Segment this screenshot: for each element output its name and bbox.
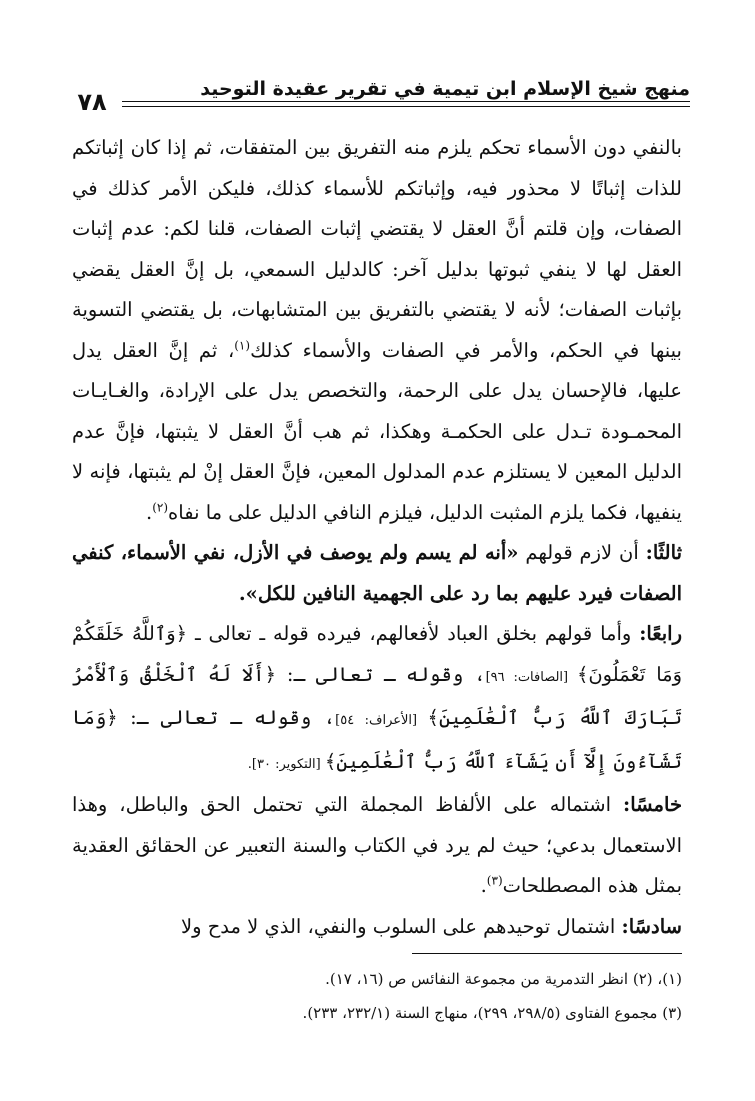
- ayah-3: ﴿وَمَا تَشَآءُونَ إِلَّآ أَن يَشَآءَ ٱللَّهُ رَبُّ ٱلْعَٰلَمِينَ﴾: [72, 706, 682, 773]
- label-fourth: رابعًا:: [639, 622, 682, 645]
- paragraph-fifth-text: اشتماله على الألفاظ المجملة التي تحتمل الحق والباطل، وهذا الاستعمال بدعي؛ حيث لم يرد في الكتاب والسنة التعبير عن الحقائق العقدية بمثل هذه المصطلحات: [72, 793, 682, 897]
- paragraph-third: [72, 533, 682, 614]
- footnote-ref-3: (٣): [486, 873, 503, 888]
- ayah-2: ﴿أَلَا لَهُ ٱلْخَلْقُ وَٱلْأَمْرُ تَبَارَكَ ٱللَّهُ رَبُّ ٱلْعَٰلَمِينَ﴾: [72, 662, 683, 729]
- footnote-ref-2: (٢): [152, 500, 169, 514]
- main-text: [72, 128, 682, 947]
- ayah-2-source: [الأعراف: ٥٤]: [335, 713, 428, 728]
- footnote-separator: [412, 953, 682, 954]
- footnote-ref-1: (١): [234, 338, 251, 352]
- paragraph-fourth-text-2: ، وقوله ـ تعالى ـ:: [276, 662, 486, 686]
- paragraph-1-text: بالنفي دون الأسماء تحكم يلزم منه التفريق بين المتفقات، ثم إذا كان إثباتكم للذات إثباتًا لا محذور فيه، وإثباتكم للأسماء كذلك، فليكن الأمر كذلك في الصفات، وإن قلتم أنَّ العقل لا يقتضي إثبات الصفات، قلنا لكم: عدم إثبات العقل لها لا ينفي ثبوتها بدليل آخر: كالدليل السمعي، بل إنَّ العقل يقضي بإثبات الصفات؛ لأنه لا يقتضي بالتفريق بين المتشابهات، بل يقتضي التسوية بينها في الحكم، والأمر في الصفات والأسماء كذلك: [72, 136, 682, 362]
- paragraph-1-cont: ، ثم إنَّ العقل يدل عليها، فالإحسان يدل على الرحمة، والتخصص يدل على الإرادة، والغـايـات المحمـودة تـدل على الحكمـة وهكذا، ثم هب أنَّ العقل لا يثبتها، فإنَّ عدم الدليل المعين لا يستلزم عدم المدلول المعين، فإنَّ العقل إنْ لم يثبتها، فإنه لا ينفيها، فكما يلزم المثبت الدليل، فيلزم النافي الدليل على ما نفاه: [72, 338, 682, 524]
- paragraph-third-text: أن لازم قولهم: [518, 541, 646, 564]
- paragraph-sixth-text: اشتمال توحيدهم على السلوب والنفي، الذي لا مدح ولا: [180, 914, 622, 938]
- footnotes: [72, 962, 682, 1030]
- paragraph-1: بالنفي دون الأسماء تحكم يلزم منه التفريق بين المتفقات، ثم إذا كان إثباتكم للذات إثباتًا لا محذور فيه، وإثباتكم للأسماء كذلك، فليكن الأمر كذلك في الصفات، وإن قلتم أنَّ العقل لا يقتضي إثبات الصفات، قلنا لكم: عدم إثبات العقل لها لا ينفي ثبوتها بدليل آخر: كالدليل السمعي، بل إنَّ العقل يقضي بإثبات الصفات؛ لأنه لا يقتضي بالتفريق بين المتشابهات، بل يقتضي التسوية بينها في الحكم، والأمر في الصفات والأسماء كذلك$^{(١)}$، ثم إنَّ العقل يدل عليها، فالإحسان يدل على الرحمة، والتخصص يدل على الإرادة، والغـايـات المحمـودة تـدل على الحكمـة وهكذا، ثم هب أنَّ العقل لا يثبتها، فإنَّ عدم الدليل المعين لا يستلزم عدم المدلول المعين، فإنَّ العقل إنْ لم يثبتها، فإنه لا ينفيها، فكما يلزم المثبت الدليل، فيلزم النافي الدليل على ما نفاه$^{(٢)}$.: [72, 136, 682, 524]
- ayah-1-source: [الصافات: ٩٦]: [485, 669, 577, 685]
- label-fifth: خامسًا:: [623, 793, 682, 816]
- page-number: ٧٨: [62, 88, 122, 116]
- paragraph-fifth-end: .: [480, 874, 487, 897]
- paragraph-fourth-text-1: وأما قولهم بخلق العباد لأفعالهم، فيرده قوله ـ تعالى ـ: [187, 622, 640, 645]
- label-sixth: سادسًا:: [621, 914, 682, 938]
- running-title: منهج شيخ الإسلام ابن تيمية في تقرير عقيدة التوحيد: [200, 78, 690, 100]
- paragraph-fourth: [72, 614, 682, 785]
- ayah-1: ﴿وَٱللَّهُ خَلَقَكُمْ وَمَا تَعْمَلُونَ﴾: [72, 622, 683, 686]
- paragraph-sixth: [72, 907, 682, 948]
- header-rule: [62, 101, 690, 107]
- ayah-3-source: [التكوير: ٣٠].: [247, 756, 325, 772]
- footnote-1: (١)، (٢) انظر التدمرية من مجموعة النفائس ص (١٦، ١٧).: [325, 970, 682, 988]
- paragraph-fifth: [72, 785, 682, 907]
- page-header: [62, 76, 690, 116]
- label-third: ثالثًا:: [645, 541, 682, 564]
- footnote-2: (٣) مجموع الفتاوى (٢٩٨/٥، ٢٩٩)، منهاج السنة (٢٣٢/١، ٢٣٣).: [302, 1004, 682, 1022]
- paragraph-fourth-text-3: ، وقوله ـ تعالى ـ:: [117, 706, 336, 729]
- quote-third: «أنه لم يسم ولم يوصف في الأزل، نفي الأسماء، كنفي الصفات فيرد عليهم بما رد على الجهمية النافين للكل».: [72, 541, 682, 605]
